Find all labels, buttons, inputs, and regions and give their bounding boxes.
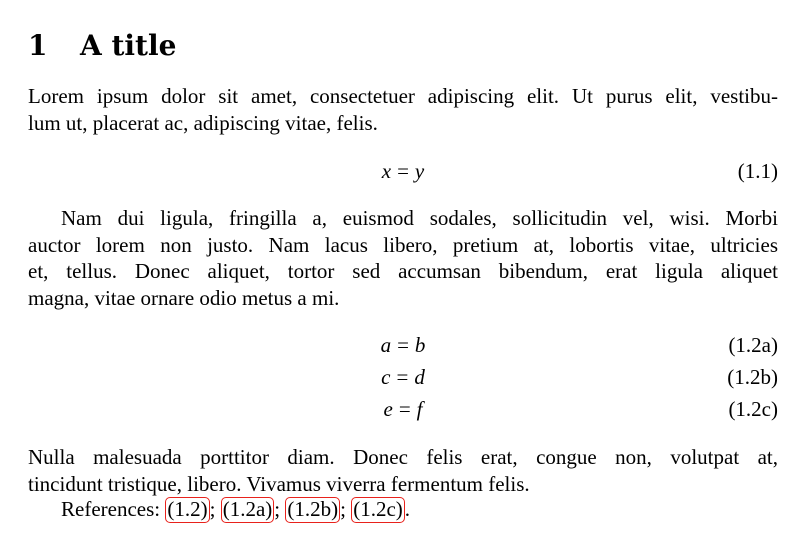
paragraph-3 [28, 444, 778, 497]
paragraph-line: Nam dui ligula, fringilla a, euismod sodales, sollicitudin vel, wisi. Morbi [61, 206, 778, 230]
paragraph-line: lum ut, placerat ac, adipiscing vitae, felis. [28, 110, 378, 135]
equation-rhs: y [414, 159, 425, 183]
equation-1-1 [28, 157, 778, 185]
reference-link-1-2c[interactable]: (1.2c) [353, 497, 403, 521]
equation-lhs: e [383, 397, 393, 421]
reference-link-1-2b[interactable]: (1.2b) [287, 497, 339, 521]
equation-operator: = [397, 159, 409, 183]
reference-terminator: . [404, 497, 411, 521]
reference-link-1-2a[interactable]: (1.2a) [222, 497, 273, 521]
equation-operator: = [397, 333, 409, 357]
paragraph-line: magna, vitae ornare odio metus a mi. [28, 285, 340, 310]
equation-1-2b [28, 363, 778, 391]
equation-rhs: b [414, 333, 426, 357]
equation-rhs: d [414, 365, 425, 389]
reference-link-1-2[interactable]: (1.2) [167, 497, 208, 521]
paragraph-line: auctor lorem non justo. Nam lacus libero, pretium at, lobortis vitae, ultricies [28, 232, 778, 257]
equation-1-2c [28, 395, 778, 423]
equation-body [28, 395, 778, 423]
equation-1-2a [28, 331, 778, 359]
paragraph-2 [28, 205, 778, 311]
equation-body [28, 331, 778, 359]
equation-number: (1.2c) [728, 397, 778, 421]
paragraph-1 [28, 83, 778, 136]
equation-operator: = [398, 397, 411, 421]
reference-separator: ; [274, 497, 281, 521]
paragraph-line: tincidunt tristique, libero. Vivamus viverra fermentum felis. [28, 471, 530, 496]
equation-rhs: f [416, 397, 423, 421]
section-title: A title [80, 29, 177, 62]
reference-separator: ; [340, 497, 346, 521]
equation-body [28, 157, 778, 185]
equation-lhs: a [380, 333, 392, 357]
references-label: References: [61, 497, 161, 521]
equation-number: (1.1) [737, 159, 778, 183]
equation-number: (1.2a) [728, 333, 778, 357]
equation-number: (1.2b) [727, 365, 778, 389]
section-number: 1 [28, 29, 48, 62]
paragraph-line: Nulla malesuada porttitor diam. Donec felis erat, congue non, volutpat at, [28, 445, 778, 469]
paragraph-line: Lorem ipsum dolor sit amet, consectetuer adipiscing elit. Ut purus elit, vestibu- [28, 84, 778, 108]
reference-separator: ; [209, 497, 216, 521]
equation-body [28, 363, 778, 391]
section-heading [28, 26, 176, 66]
equation-lhs: x [381, 159, 392, 183]
equation-lhs: c [381, 365, 391, 389]
equation-operator: = [396, 365, 409, 389]
references-line [61, 495, 410, 523]
paragraph-line: et, tellus. Donec aliquet, tortor sed accumsan bibendum, erat ligula aliquet [28, 259, 778, 283]
